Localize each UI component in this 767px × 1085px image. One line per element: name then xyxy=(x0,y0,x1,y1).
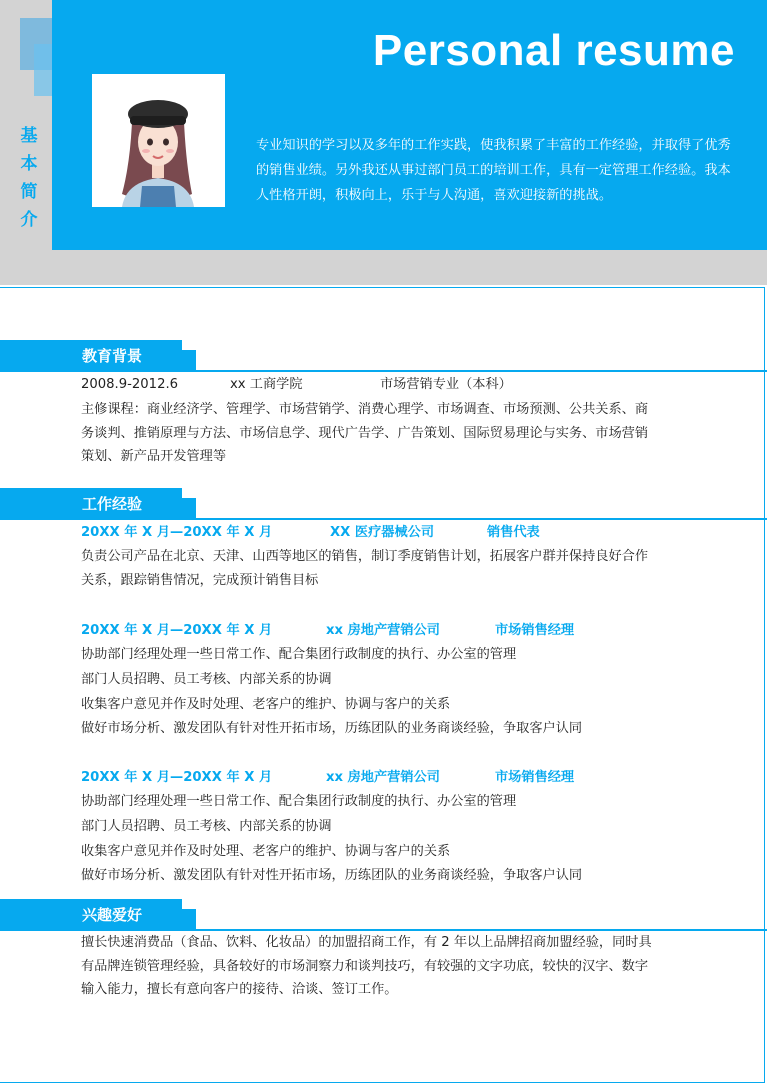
section-heading-work: 工作经验 xyxy=(0,488,182,520)
job-duty: 做好市场分析、激发团队有针对性开拓市场，历练团队的业务商谈经验，争取客户认同 xyxy=(81,868,583,883)
job-duty: 协助部门经理处理一些日常工作、配合集团行政制度的执行、办公室的管理 xyxy=(81,794,517,809)
section-divider xyxy=(0,518,767,520)
side-label: 基本简介 xyxy=(20,126,38,230)
job-period: 20XX 年 X 月—20XX 年 X 月 xyxy=(81,623,273,638)
job-duty: 做好市场分析、激发团队有针对性开拓市场，历练团队的业务商谈经验，争取客户认同 xyxy=(81,721,583,736)
job-company: XX 医疗器械公司 xyxy=(330,525,435,540)
job-period: 20XX 年 X 月—20XX 年 X 月 xyxy=(81,770,273,785)
job-duty: 收集客户意见并作及时处理、老客户的维护、协调与客户的关系 xyxy=(81,697,451,712)
job-description: 负责公司产品在北京、天津、山西等地区的销售，制订季度销售计划，拓展客户群并保持良好合作关系，跟踪销售情况，完成预计销售目标 xyxy=(81,549,649,588)
education-major: 市场营销专业（本科） xyxy=(380,377,512,392)
education-period: 2008.9-2012.6 xyxy=(81,377,179,392)
job-company: xx 房地产营销公司 xyxy=(326,623,440,638)
avatar-illustration-icon xyxy=(92,74,225,207)
job-role: 市场销售经理 xyxy=(495,623,575,638)
job-period: 20XX 年 X 月—20XX 年 X 月 xyxy=(81,525,273,540)
job-duty: 收集客户意见并作及时处理、老客户的维护、协调与客户的关系 xyxy=(81,844,451,859)
hobbies-text: 擅长快速消费品（食品、饮料、化妆品）的加盟招商工作，有 2 年以上品牌招商加盟经验，同时具有品牌连锁管理经验，具备较好的市场洞察力和谈判技巧，有较强的文字功底，较快的汉字、数字输入能力，擅长有意向客户的接待、洽谈、签订工作。 xyxy=(81,935,652,997)
job-duty: 协助部门经理处理一些日常工作、配合集团行政制度的执行、办公室的管理 xyxy=(81,647,517,662)
job-role: 市场销售经理 xyxy=(495,770,575,785)
section-heading-education: 教育背景 xyxy=(0,340,182,372)
education-courses: 主修课程：商业经济学、管理学、市场营销学、消费心理学、市场调查、市场预测、公共关系、商务谈判、推销原理与方法、市场信息学、现代广告学、广告策划、国际贸易理论与实务、市场营销策划、新产品开发管理等 xyxy=(81,402,649,464)
intro-text: 专业知识的学习以及多年的工作实践，使我积累了丰富的工作经验，并取得了优秀的销售业绩。另外我还从事过部门员工的培训工作，具有一定管理工作经验。我本人性格开朗，积极向上，乐于与人沟通，喜欢迎接新的挑战。 xyxy=(256,138,731,203)
avatar xyxy=(92,74,225,207)
section-heading-hobbies: 兴趣爱好 xyxy=(0,899,182,931)
job-duty: 部门人员招聘、员工考核、内部关系的协调 xyxy=(81,819,332,834)
section-divider xyxy=(0,370,767,372)
page-title: Personal resume xyxy=(372,26,735,75)
job-role: 销售代表 xyxy=(487,525,540,540)
education-school: xx 工商学院 xyxy=(230,377,303,392)
job-company: xx 房地产营销公司 xyxy=(326,770,440,785)
job-duty: 部门人员招聘、员工考核、内部关系的协调 xyxy=(81,672,332,687)
